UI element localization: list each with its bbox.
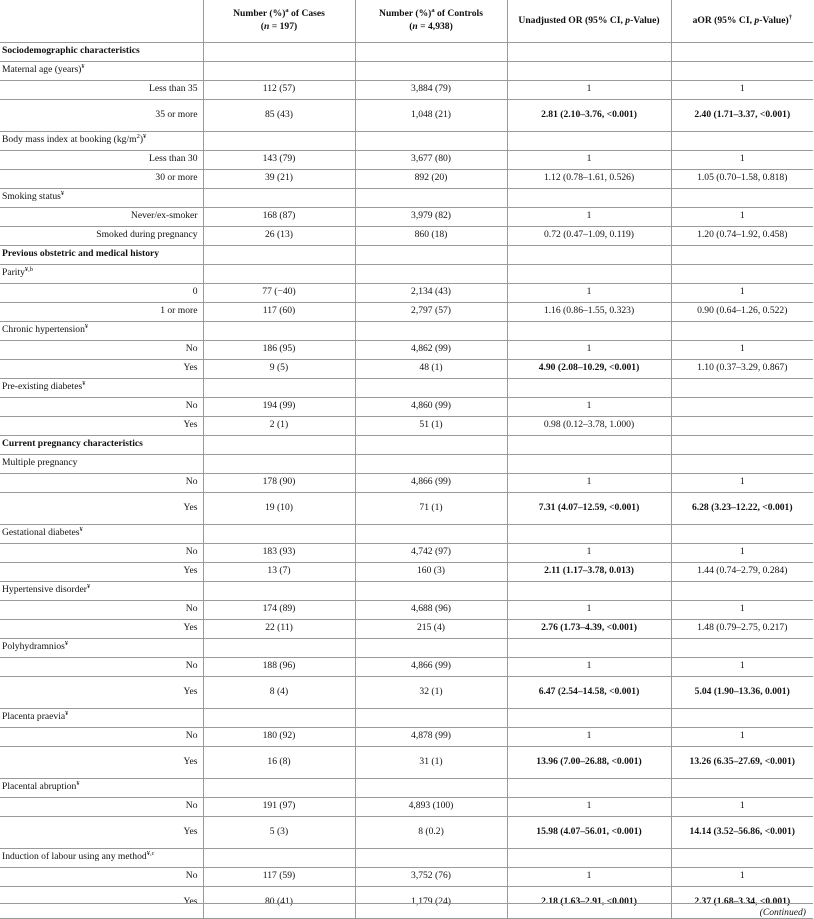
cases-cell: 80 (41) — [203, 886, 355, 918]
level-label: No — [0, 600, 203, 619]
empty-cell — [355, 131, 507, 150]
table-row — [0, 816, 813, 848]
empty-cell — [671, 245, 813, 264]
unadjusted-or-cell: 1 — [507, 657, 671, 676]
variable-row — [0, 378, 813, 397]
header-unadjusted-or: Unadjusted OR (95% CI, p-Value) — [507, 0, 671, 42]
unadjusted-or-cell: 7.31 (4.07–12.59, <0.001) — [507, 492, 671, 524]
table-row — [0, 600, 813, 619]
cases-cell: 117 (59) — [203, 867, 355, 886]
unadjusted-or-cell: 1 — [507, 543, 671, 562]
empty-cell — [203, 524, 355, 543]
unadjusted-or-cell: 1 — [507, 207, 671, 226]
aor-cell: 1 — [671, 797, 813, 816]
controls-cell: 3,979 (82) — [355, 207, 507, 226]
table-body — [0, 42, 813, 918]
level-label: Yes — [0, 816, 203, 848]
empty-cell — [203, 581, 355, 600]
level-label: Yes — [0, 676, 203, 708]
unadjusted-or-cell: 2.11 (1.17–3.78, 0.013) — [507, 562, 671, 581]
variable-label: Polyhydramnios¥ — [0, 638, 203, 657]
controls-cell: 4,866 (99) — [355, 657, 507, 676]
controls-cell: 31 (1) — [355, 746, 507, 778]
empty-cell — [203, 245, 355, 264]
empty-cell — [203, 321, 355, 340]
empty-cell — [671, 321, 813, 340]
controls-cell: 71 (1) — [355, 492, 507, 524]
unadjusted-or-cell: 1 — [507, 600, 671, 619]
table-row — [0, 562, 813, 581]
controls-cell: 860 (18) — [355, 226, 507, 245]
empty-cell — [671, 638, 813, 657]
unadjusted-or-cell: 13.96 (7.00–26.88, <0.001) — [507, 746, 671, 778]
cases-cell: 13 (7) — [203, 562, 355, 581]
controls-cell: 2,134 (43) — [355, 283, 507, 302]
empty-cell — [355, 264, 507, 283]
level-label: No — [0, 397, 203, 416]
empty-cell — [203, 454, 355, 473]
aor-cell — [671, 416, 813, 435]
aor-cell: 1 — [671, 657, 813, 676]
cases-cell: 77 (−40) — [203, 283, 355, 302]
header-cases: Number (%)$^a$ of Cases (n = 197) — [203, 0, 355, 42]
variable-label: Pre-existing diabetes¥ — [0, 378, 203, 397]
empty-cell — [203, 848, 355, 867]
variable-row — [0, 61, 813, 80]
table-row — [0, 80, 813, 99]
aor-cell: 1 — [671, 867, 813, 886]
empty-cell — [507, 188, 671, 207]
empty-cell — [671, 848, 813, 867]
section-label: Previous obstetric and medical history — [0, 245, 203, 264]
header-aor: aOR (95% CI, p-Value)† — [671, 0, 813, 42]
unadjusted-or-cell: 2.76 (1.73–4.39, <0.001) — [507, 619, 671, 638]
empty-cell — [355, 848, 507, 867]
header-controls: Number (%)$^a$ of Controls (n = 4,938) — [355, 0, 507, 42]
unadjusted-or-cell: 15.98 (4.07–56.01, <0.001) — [507, 816, 671, 848]
empty-cell — [203, 378, 355, 397]
unadjusted-or-cell: 1 — [507, 727, 671, 746]
level-label: 0 — [0, 283, 203, 302]
controls-cell: 4,866 (99) — [355, 473, 507, 492]
cases-cell: 186 (95) — [203, 340, 355, 359]
variable-row — [0, 778, 813, 797]
empty-cell — [355, 524, 507, 543]
table-row — [0, 867, 813, 886]
variable-label: Maternal age (years)¥ — [0, 61, 203, 80]
unadjusted-or-cell: 0.98 (0.12–3.78, 1.000) — [507, 416, 671, 435]
empty-cell — [203, 188, 355, 207]
empty-cell — [671, 264, 813, 283]
empty-cell — [355, 61, 507, 80]
level-label: 1 or more — [0, 302, 203, 321]
cases-cell: 19 (10) — [203, 492, 355, 524]
cases-cell: 174 (89) — [203, 600, 355, 619]
unadjusted-or-cell: 6.47 (2.54–14.58, <0.001) — [507, 676, 671, 708]
level-label: 30 or more — [0, 169, 203, 188]
controls-cell: 4,860 (99) — [355, 397, 507, 416]
table-row — [0, 207, 813, 226]
variable-row — [0, 321, 813, 340]
variable-row — [0, 708, 813, 727]
controls-cell: 1,048 (21) — [355, 99, 507, 131]
level-label: Yes — [0, 492, 203, 524]
table-row — [0, 746, 813, 778]
empty-cell — [507, 708, 671, 727]
empty-cell — [507, 581, 671, 600]
table-row — [0, 397, 813, 416]
variable-row — [0, 188, 813, 207]
table-row — [0, 619, 813, 638]
table-row — [0, 99, 813, 131]
cases-cell: 5 (3) — [203, 816, 355, 848]
empty-cell — [203, 435, 355, 454]
empty-cell — [671, 61, 813, 80]
unadjusted-or-cell: 1 — [507, 150, 671, 169]
aor-cell: 1.44 (0.74–2.79, 0.284) — [671, 562, 813, 581]
controls-cell: 4,742 (97) — [355, 543, 507, 562]
cases-cell: 117 (60) — [203, 302, 355, 321]
unadjusted-or-cell: 4.90 (2.08–10.29, <0.001) — [507, 359, 671, 378]
empty-cell — [671, 778, 813, 797]
controls-cell: 215 (4) — [355, 619, 507, 638]
variable-row — [0, 131, 813, 150]
aor-cell: 0.90 (0.64–1.26, 0.522) — [671, 302, 813, 321]
controls-cell: 51 (1) — [355, 416, 507, 435]
variable-label: Smoking status¥ — [0, 188, 203, 207]
controls-cell: 4,893 (100) — [355, 797, 507, 816]
level-label: No — [0, 727, 203, 746]
controls-cell: 160 (3) — [355, 562, 507, 581]
table-row — [0, 150, 813, 169]
table-row — [0, 226, 813, 245]
header-controls-n: (n = 4,938) — [409, 20, 453, 32]
aor-cell: 1 — [671, 473, 813, 492]
controls-cell: 8 (0.2) — [355, 816, 507, 848]
cases-cell: 188 (96) — [203, 657, 355, 676]
empty-cell — [671, 708, 813, 727]
empty-cell — [355, 581, 507, 600]
unadjusted-or-cell: 0.72 (0.47–1.09, 0.119) — [507, 226, 671, 245]
aor-cell: 1 — [671, 340, 813, 359]
section-header-row — [0, 42, 813, 61]
aor-cell: 1 — [671, 727, 813, 746]
table-row — [0, 492, 813, 524]
variable-label: Body mass index at booking $(kg/m^2)^¥$ — [0, 131, 203, 150]
level-label: Yes — [0, 619, 203, 638]
table-bottom-rule — [0, 903, 813, 904]
continued-note: (Continued) — [759, 907, 806, 918]
variable-label: Gestational diabetes¥ — [0, 524, 203, 543]
empty-cell — [355, 454, 507, 473]
aor-cell: 1.48 (0.79–2.75, 0.217) — [671, 619, 813, 638]
aor-cell: 1 — [671, 600, 813, 619]
empty-cell — [507, 245, 671, 264]
empty-cell — [507, 778, 671, 797]
cases-cell: 22 (11) — [203, 619, 355, 638]
table-row — [0, 886, 813, 918]
empty-cell — [671, 524, 813, 543]
aor-cell: 1 — [671, 543, 813, 562]
empty-cell — [507, 524, 671, 543]
variable-row — [0, 638, 813, 657]
empty-cell — [507, 848, 671, 867]
aor-cell: 1 — [671, 80, 813, 99]
empty-cell — [203, 131, 355, 150]
level-label: No — [0, 340, 203, 359]
level-label: No — [0, 867, 203, 886]
variable-row — [0, 454, 813, 473]
table-row — [0, 169, 813, 188]
header-characteristic — [0, 0, 203, 42]
variable-label: Induction of labour using any method$^{¥,c}$ — [0, 848, 203, 867]
header-cases-n: (n = 197) — [260, 20, 298, 32]
unadjusted-or-cell: 1 — [507, 797, 671, 816]
empty-cell — [507, 378, 671, 397]
level-label: Less than 30 — [0, 150, 203, 169]
cases-cell: 8 (4) — [203, 676, 355, 708]
empty-cell — [671, 378, 813, 397]
unadjusted-or-cell: 1 — [507, 80, 671, 99]
cases-cell: 143 (79) — [203, 150, 355, 169]
table-row — [0, 797, 813, 816]
cases-cell: 194 (99) — [203, 397, 355, 416]
controls-cell: 892 (20) — [355, 169, 507, 188]
empty-cell — [507, 321, 671, 340]
controls-cell: 4,878 (99) — [355, 727, 507, 746]
variable-row — [0, 581, 813, 600]
level-label: Less than 35 — [0, 80, 203, 99]
level-label: Never/ex-smoker — [0, 207, 203, 226]
variable-label: Hypertensive disorder¥ — [0, 581, 203, 600]
level-label: No — [0, 543, 203, 562]
unadjusted-or-cell: 2.18 (1.63–2.91, <0.001) — [507, 886, 671, 918]
cases-cell: 16 (8) — [203, 746, 355, 778]
cases-cell: 2 (1) — [203, 416, 355, 435]
variable-label: Placental abruption¥ — [0, 778, 203, 797]
cases-cell: 85 (43) — [203, 99, 355, 131]
level-label: Smoked during pregnancy — [0, 226, 203, 245]
aor-cell: 13.26 (6.35–27.69, <0.001) — [671, 746, 813, 778]
variable-row — [0, 848, 813, 867]
unadjusted-or-cell: 1 — [507, 397, 671, 416]
empty-cell — [355, 188, 507, 207]
aor-cell: 1 — [671, 283, 813, 302]
table-row — [0, 676, 813, 708]
table-row — [0, 543, 813, 562]
empty-cell — [507, 435, 671, 454]
level-label: Yes — [0, 886, 203, 918]
empty-cell — [507, 131, 671, 150]
cases-cell: 191 (97) — [203, 797, 355, 816]
cases-cell: 39 (21) — [203, 169, 355, 188]
unadjusted-or-cell: 1 — [507, 867, 671, 886]
aor-cell: 1.20 (0.74–1.92, 0.458) — [671, 226, 813, 245]
empty-cell — [355, 708, 507, 727]
table-row — [0, 340, 813, 359]
aor-cell: 1.10 (0.37–3.29, 0.867) — [671, 359, 813, 378]
cases-cell: 9 (5) — [203, 359, 355, 378]
table-header-row — [0, 0, 813, 42]
level-label: Yes — [0, 562, 203, 581]
variable-row — [0, 524, 813, 543]
table-row — [0, 283, 813, 302]
level-label: 35 or more — [0, 99, 203, 131]
empty-cell — [671, 188, 813, 207]
cases-cell: 112 (57) — [203, 80, 355, 99]
level-label: No — [0, 657, 203, 676]
controls-cell: 48 (1) — [355, 359, 507, 378]
empty-cell — [203, 264, 355, 283]
level-label: Yes — [0, 359, 203, 378]
cases-cell: 168 (87) — [203, 207, 355, 226]
table-row — [0, 727, 813, 746]
empty-cell — [507, 454, 671, 473]
controls-cell: 3,884 (79) — [355, 80, 507, 99]
empty-cell — [671, 435, 813, 454]
unadjusted-or-cell: 1.16 (0.86–1.55, 0.323) — [507, 302, 671, 321]
variable-label: Placenta praevia¥ — [0, 708, 203, 727]
empty-cell — [671, 454, 813, 473]
empty-cell — [203, 778, 355, 797]
controls-cell: 32 (1) — [355, 676, 507, 708]
empty-cell — [507, 264, 671, 283]
table-row — [0, 302, 813, 321]
cases-cell: 180 (92) — [203, 727, 355, 746]
section-header-row — [0, 245, 813, 264]
cases-cell: 183 (93) — [203, 543, 355, 562]
empty-cell — [355, 435, 507, 454]
table-row — [0, 473, 813, 492]
empty-cell — [203, 61, 355, 80]
cases-cell: 178 (90) — [203, 473, 355, 492]
unadjusted-or-cell: 2.81 (2.10–3.76, <0.001) — [507, 99, 671, 131]
aor-cell: 6.28 (3.23–12.22, <0.001) — [671, 492, 813, 524]
variable-label: Multiple pregnancy — [0, 454, 203, 473]
section-header-row — [0, 435, 813, 454]
section-label: Current pregnancy characteristics — [0, 435, 203, 454]
unadjusted-or-cell: 1.12 (0.78–1.61, 0.526) — [507, 169, 671, 188]
controls-cell: 3,677 (80) — [355, 150, 507, 169]
empty-cell — [671, 581, 813, 600]
empty-cell — [355, 42, 507, 61]
empty-cell — [507, 61, 671, 80]
controls-cell: 1,179 (24) — [355, 886, 507, 918]
level-label: Yes — [0, 746, 203, 778]
aor-cell: 2.37 (1.68–3.34, <0.001) — [671, 886, 813, 918]
aor-cell: 14.14 (3.52–56.86, <0.001) — [671, 816, 813, 848]
controls-cell: 3,752 (76) — [355, 867, 507, 886]
table-row — [0, 416, 813, 435]
empty-cell — [507, 638, 671, 657]
unadjusted-or-cell: 1 — [507, 473, 671, 492]
level-label: No — [0, 473, 203, 492]
controls-cell: 4,862 (99) — [355, 340, 507, 359]
unadjusted-or-cell: 1 — [507, 340, 671, 359]
empty-cell — [671, 131, 813, 150]
empty-cell — [355, 778, 507, 797]
variable-label: Chronic hypertension¥ — [0, 321, 203, 340]
aor-cell: 1 — [671, 207, 813, 226]
aor-cell: 1 — [671, 150, 813, 169]
table-row — [0, 657, 813, 676]
variable-label: Parity$^{¥,b}$ — [0, 264, 203, 283]
empty-cell — [355, 638, 507, 657]
level-label: No — [0, 797, 203, 816]
empty-cell — [355, 321, 507, 340]
section-label: Sociodemographic characteristics — [0, 42, 203, 61]
table-row — [0, 359, 813, 378]
empty-cell — [203, 708, 355, 727]
empty-cell — [203, 638, 355, 657]
empty-cell — [355, 245, 507, 264]
empty-cell — [507, 42, 671, 61]
aor-cell: 5.04 (1.90–13.36, 0.001) — [671, 676, 813, 708]
empty-cell — [203, 42, 355, 61]
empty-cell — [355, 378, 507, 397]
aor-cell: 2.40 (1.71–3.37, <0.001) — [671, 99, 813, 131]
cases-cell: 26 (13) — [203, 226, 355, 245]
controls-cell: 2,797 (57) — [355, 302, 507, 321]
empty-cell — [671, 42, 813, 61]
aor-cell — [671, 397, 813, 416]
aor-cell: 1.05 (0.70–1.58, 0.818) — [671, 169, 813, 188]
level-label: Yes — [0, 416, 203, 435]
unadjusted-or-cell: 1 — [507, 283, 671, 302]
controls-cell: 4,688 (96) — [355, 600, 507, 619]
variable-row — [0, 264, 813, 283]
